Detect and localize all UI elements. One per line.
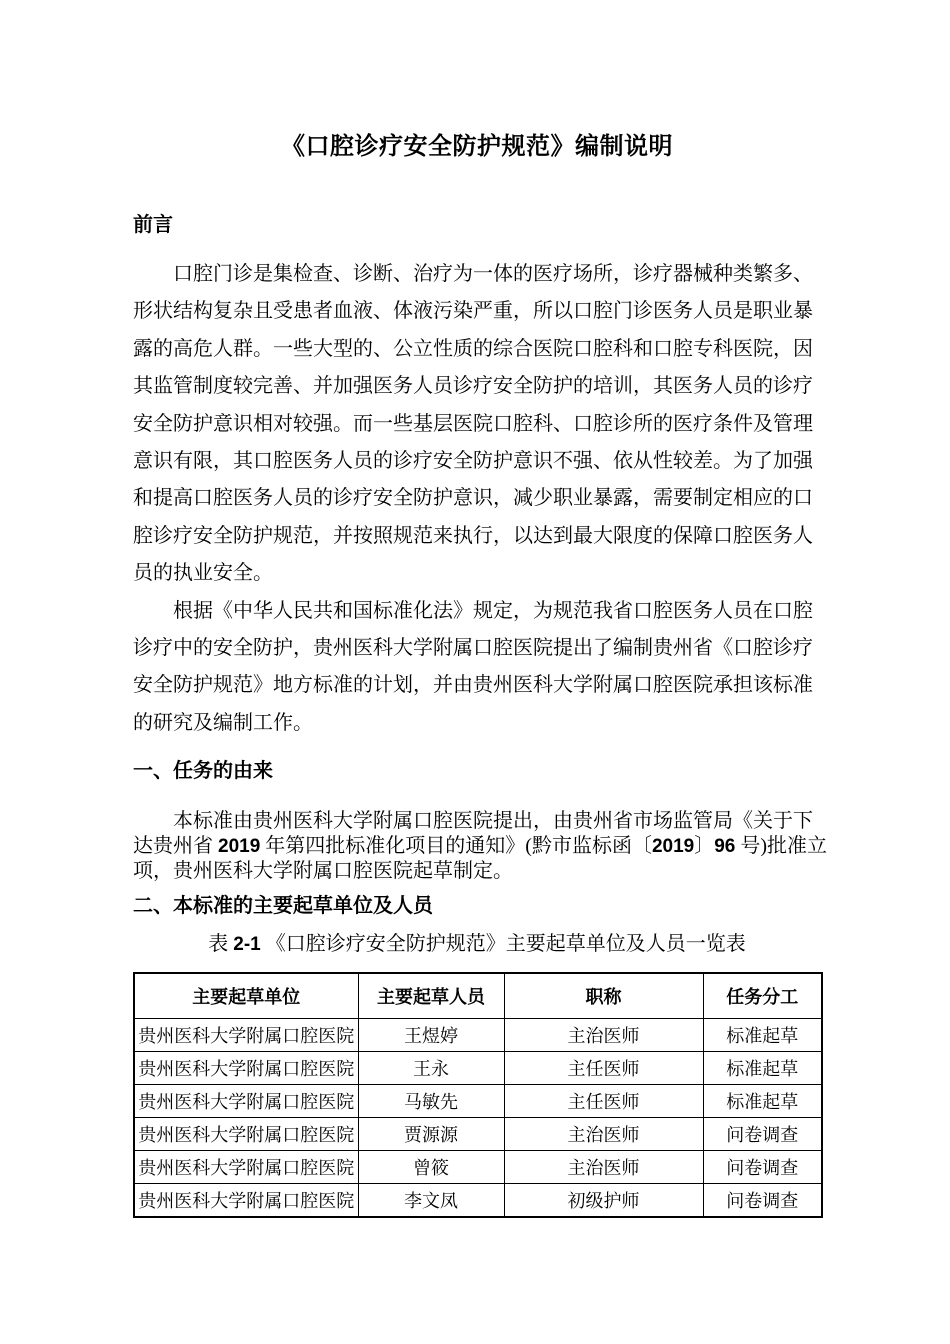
document-title: 《口腔诊疗安全防护规范》编制说明 <box>281 133 673 160</box>
text-line: 达贵州省 2019 年第四批标准化项目的通知》(黔市监标函〔2019〕96 号)批准立 <box>133 834 828 857</box>
preface-paragraph-1 <box>133 256 821 593</box>
person-cell: 马敏先 <box>358 1084 504 1117</box>
task-cell: 标准起草 <box>703 1084 822 1117</box>
text-line: 口腔门诊是集检查、诊断、治疗为一体的医疗场所，诊疗器械种类繁多、 <box>173 263 813 285</box>
text-line: 安全防护意识相对较强。而一些基层医院口腔科、口腔诊所的医疗条件及管理 <box>133 412 813 435</box>
preface-heading: 前言 <box>133 214 173 236</box>
text-line: 的研究及编制工作。 <box>133 711 313 734</box>
table-row <box>134 1183 822 1217</box>
text-line: 形状结构复杂且受患者血液、体液污染严重，所以口腔门诊医务人员是职业暴 <box>133 300 813 323</box>
section-2-heading: 二、本标准的主要起草单位及人员 <box>133 894 433 917</box>
text-line: 和提高口腔医务人员的诊疗安全防护意识，减少职业暴露，需要制定相应的口 <box>133 487 813 510</box>
table-row <box>134 1051 822 1084</box>
text-line: 腔诊疗安全防护规范，并按照规范来执行，以达到最大限度的保障口腔医务人 <box>133 524 813 547</box>
header-cell-title: 职称 <box>504 973 703 1019</box>
section-1-paragraph <box>133 809 828 884</box>
text-line: 露的高危人群。一些大型的、公立性质的综合医院口腔科和口腔专科医院，因 <box>133 337 813 360</box>
text-line: 根据《中华人民共和国标准化法》规定，为规范我省口腔医务人员在口腔 <box>173 599 813 622</box>
table-row <box>134 1150 822 1183</box>
table-row <box>134 1084 822 1117</box>
title-cell: 主任医师 <box>504 1084 703 1117</box>
unit-cell: 贵州医科大学附属口腔医院 <box>134 1051 358 1084</box>
title-cell: 主治医师 <box>504 1150 703 1183</box>
person-cell: 曾筱 <box>358 1150 504 1183</box>
drafters-table <box>133 972 823 1218</box>
title-cell: 初级护师 <box>504 1183 703 1217</box>
header-cell-person: 主要起草人员 <box>358 973 504 1019</box>
task-cell: 标准起草 <box>703 1018 822 1051</box>
unit-cell: 贵州医科大学附属口腔医院 <box>134 1150 358 1183</box>
text-line: 员的执业安全。 <box>133 562 273 585</box>
text-line: 意识有限，其口腔医务人员的诊疗安全防护意识不强、依从性较差。为了加强 <box>133 450 813 473</box>
header-cell-task: 任务分工 <box>703 973 822 1019</box>
preface-paragraph-2 <box>133 593 821 743</box>
unit-cell: 贵州医科大学附属口腔医院 <box>134 1018 358 1051</box>
table-header-row <box>134 973 822 1019</box>
person-cell: 李文凤 <box>358 1183 504 1217</box>
person-cell: 王煜婷 <box>358 1018 504 1051</box>
table-row <box>134 1018 822 1051</box>
unit-cell: 贵州医科大学附属口腔医院 <box>134 1183 358 1217</box>
table-row <box>134 1117 822 1150</box>
task-cell: 问卷调查 <box>703 1183 822 1217</box>
person-cell: 王永 <box>358 1051 504 1084</box>
unit-cell: 贵州医科大学附属口腔医院 <box>134 1117 358 1150</box>
title-cell: 主治医师 <box>504 1117 703 1150</box>
text-line: 安全防护规范》地方标准的计划，并由贵州医科大学附属口腔医院承担该标准 <box>133 674 813 697</box>
document-content <box>0 132 828 1218</box>
section-1-heading: 一、任务的由来 <box>133 760 273 783</box>
header-cell-unit: 主要起草单位 <box>134 973 358 1019</box>
task-cell: 问卷调查 <box>703 1150 822 1183</box>
text-line: 本标准由贵州医科大学附属口腔医院提出，由贵州省市场监管局《关于下 <box>173 810 813 833</box>
task-cell: 标准起草 <box>703 1051 822 1084</box>
text-line: 诊疗中的安全防护，贵州医科大学附属口腔医院提出了编制贵州省《口腔诊疗 <box>133 637 813 660</box>
task-cell: 问卷调查 <box>703 1117 822 1150</box>
title-cell: 主任医师 <box>504 1051 703 1084</box>
unit-cell: 贵州医科大学附属口腔医院 <box>134 1084 358 1117</box>
table-caption: 表 2-1 《口腔诊疗安全防护规范》主要起草单位及人员一览表 <box>208 932 746 955</box>
text-line: 项，贵州医科大学附属口腔医院起草制定。 <box>133 860 513 883</box>
person-cell: 贾源源 <box>358 1117 504 1150</box>
text-line: 其监管制度较完善、并加强医务人员诊疗安全防护的培训，其医务人员的诊疗 <box>133 375 813 398</box>
title-cell: 主治医师 <box>504 1018 703 1051</box>
